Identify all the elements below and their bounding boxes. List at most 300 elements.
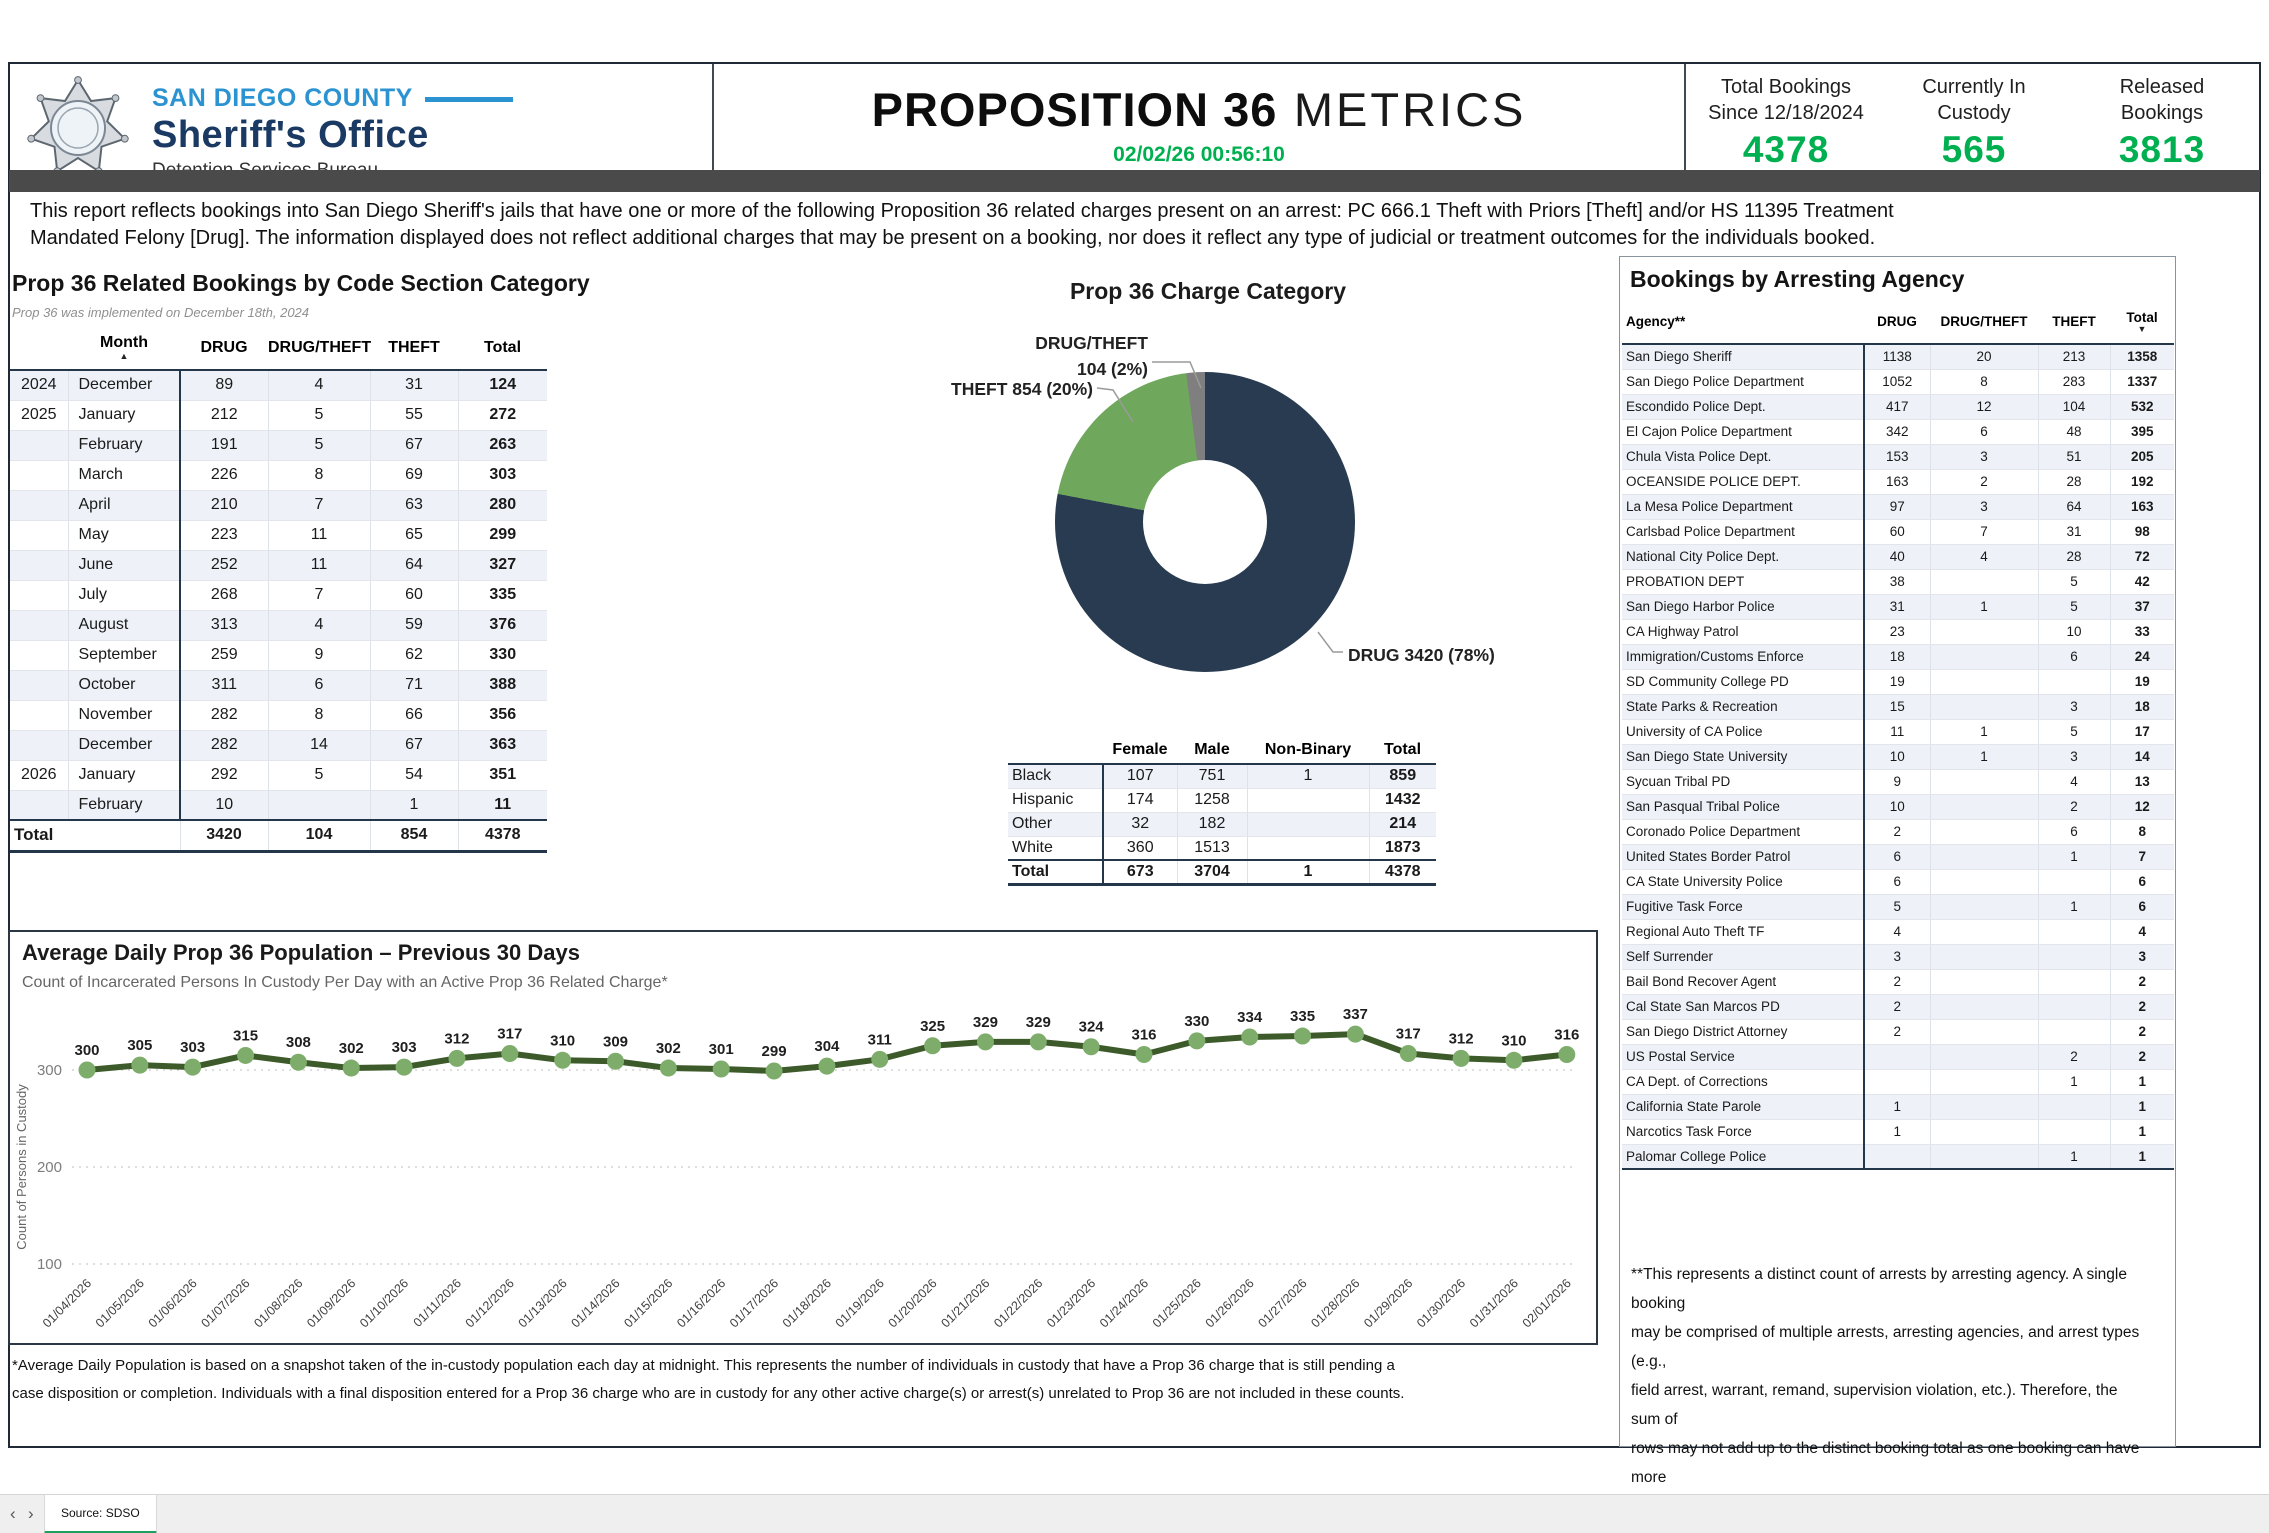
column-header-theft[interactable]: THEFT: [370, 326, 458, 370]
table-cell: San Pasqual Tribal Police: [1622, 794, 1864, 819]
table-cell: 64: [2038, 494, 2110, 519]
table-cell: 376: [458, 610, 547, 640]
kpi-released: Released Bookings 3813: [2068, 74, 2256, 171]
table-row[interactable]: [1622, 1144, 2174, 1169]
table-cell: 360: [1103, 836, 1177, 860]
table-row[interactable]: [1622, 369, 2174, 394]
table-cell: 395: [2110, 419, 2174, 444]
table-row[interactable]: [1622, 594, 2174, 619]
table-cell: California State Parole: [1622, 1094, 1864, 1119]
table-cell: 5: [268, 430, 370, 460]
table-cell: 6: [1864, 869, 1930, 894]
table-cell: 72: [2110, 544, 2174, 569]
table-cell: Cal State San Marcos PD: [1622, 994, 1864, 1019]
demographics-table-header: [1008, 736, 1436, 764]
table-row[interactable]: [1622, 969, 2174, 994]
data-point[interactable]: [1347, 1026, 1364, 1043]
svg-text:01/24/2026: 01/24/2026: [1096, 1276, 1152, 1331]
table-cell: March: [68, 460, 180, 490]
demographics-table-body: [1008, 764, 1436, 884]
data-point[interactable]: [1294, 1028, 1311, 1045]
table-row[interactable]: [10, 700, 547, 730]
table-cell: December: [68, 730, 180, 760]
svg-text:01/22/2026: 01/22/2026: [991, 1276, 1046, 1331]
table-row[interactable]: [1622, 569, 2174, 594]
table-row[interactable]: [10, 520, 547, 550]
table-row[interactable]: [10, 370, 547, 400]
table-cell: 66: [370, 700, 458, 730]
table-cell: [2038, 1094, 2110, 1119]
table-row[interactable]: [10, 580, 547, 610]
table-row[interactable]: [1622, 619, 2174, 644]
table-row[interactable]: [1622, 794, 2174, 819]
data-point[interactable]: [660, 1060, 677, 1077]
table-row[interactable]: [10, 820, 547, 851]
svg-text:01/09/2026: 01/09/2026: [304, 1276, 359, 1331]
sheriff-badge-logo: [26, 76, 130, 181]
column-header-race[interactable]: [1008, 736, 1103, 764]
table-cell: 191: [180, 430, 268, 460]
svg-text:312: 312: [444, 1030, 470, 1048]
table-cell: 59: [370, 610, 458, 640]
table-cell: 98: [2110, 519, 2174, 544]
header-separator-bar: [9, 170, 2260, 192]
table-cell: Other: [1008, 812, 1103, 836]
donut-label-drug-theft: DRUG/THEFT 104 (2%): [1035, 333, 1148, 379]
brand-county: SAN DIEGO COUNTY: [152, 84, 513, 113]
table-cell: Escondido Police Dept.: [1622, 394, 1864, 419]
table-cell: 330: [458, 640, 547, 670]
table-row[interactable]: [1622, 894, 2174, 919]
bookings-table: [10, 326, 547, 853]
svg-text:325: 325: [920, 1017, 946, 1035]
table-cell: Regional Auto Theft TF: [1622, 919, 1864, 944]
table-row[interactable]: [1008, 860, 1436, 884]
table-cell: 163: [2110, 494, 2174, 519]
table-row[interactable]: [1622, 844, 2174, 869]
table-cell: 1873: [1369, 836, 1436, 860]
table-cell: [2038, 969, 2110, 994]
table-cell: [2038, 994, 2110, 1019]
data-point[interactable]: [79, 1062, 96, 1079]
svg-text:302: 302: [655, 1040, 681, 1058]
table-cell: 12: [2110, 794, 2174, 819]
table-cell: 212: [180, 400, 268, 430]
sheet-next-icon[interactable]: ›: [28, 1504, 34, 1523]
table-cell: Palomar College Police: [1622, 1144, 1864, 1169]
header-divider: [712, 64, 714, 170]
table-cell: [1930, 619, 2038, 644]
brand-dash: [425, 97, 513, 102]
table-row[interactable]: [10, 640, 547, 670]
svg-text:330: 330: [1184, 1012, 1210, 1030]
svg-text:334: 334: [1237, 1009, 1263, 1027]
table-cell: 214: [1369, 812, 1436, 836]
table-cell: 6: [1930, 419, 2038, 444]
table-cell: 60: [370, 580, 458, 610]
table-cell: PROBATION DEPT: [1622, 569, 1864, 594]
table-cell: 2: [2038, 794, 2110, 819]
svg-text:01/07/2026: 01/07/2026: [198, 1276, 253, 1331]
table-row[interactable]: [10, 610, 547, 640]
table-cell: [10, 580, 68, 610]
table-cell: 272: [458, 400, 547, 430]
table-cell: 42: [2110, 569, 2174, 594]
table-cell: [10, 700, 68, 730]
table-cell: [1930, 694, 2038, 719]
table-cell: 303: [458, 460, 547, 490]
table-cell: Chula Vista Police Dept.: [1622, 444, 1864, 469]
data-point[interactable]: [1188, 1032, 1205, 1049]
table-cell: 213: [2038, 344, 2110, 369]
table-cell: 38: [1864, 569, 1930, 594]
table-cell: 97: [1864, 494, 1930, 519]
table-cell: 8: [268, 460, 370, 490]
svg-text:01/25/2026: 01/25/2026: [1149, 1276, 1204, 1331]
column-header-agency[interactable]: Agency**: [1622, 300, 1864, 344]
table-row[interactable]: [10, 490, 547, 520]
data-point[interactable]: [1400, 1045, 1417, 1062]
table-row[interactable]: [1622, 544, 2174, 569]
table-cell: El Cajon Police Department: [1622, 419, 1864, 444]
title-bold: PROPOSITION 36: [871, 83, 1278, 136]
table-cell: 51: [2038, 444, 2110, 469]
table-row[interactable]: [1622, 494, 2174, 519]
table-row[interactable]: [10, 670, 547, 700]
table-cell: 1: [2038, 844, 2110, 869]
title-light: METRICS: [1293, 83, 1527, 136]
table-cell: 1: [2110, 1119, 2174, 1144]
table-row[interactable]: [1622, 519, 2174, 544]
table-cell: [2038, 944, 2110, 969]
svg-text:02/01/2026: 02/01/2026: [1519, 1276, 1574, 1331]
table-row[interactable]: [1622, 744, 2174, 769]
table-cell: 1: [1247, 860, 1369, 884]
table-cell: 4: [268, 370, 370, 400]
table-cell: [1864, 1144, 1930, 1169]
table-cell: 1: [2038, 894, 2110, 919]
table-cell: 299: [458, 520, 547, 550]
table-cell: [1247, 836, 1369, 860]
table-row[interactable]: [10, 550, 547, 580]
table-cell: 356: [458, 700, 547, 730]
data-point[interactable]: [184, 1059, 201, 1076]
svg-text:310: 310: [1501, 1032, 1527, 1050]
brand-office: Sheriff's Office: [152, 114, 429, 156]
table-cell: 2: [2110, 1044, 2174, 1069]
report-datetime: 02/02/26 00:56:10: [1113, 143, 1285, 166]
table-row[interactable]: [1622, 769, 2174, 794]
svg-text:01/04/2026: 01/04/2026: [39, 1276, 95, 1331]
table-cell: Coronado Police Department: [1622, 819, 1864, 844]
table-cell: 2024: [10, 370, 68, 400]
table-cell: 12: [1930, 394, 2038, 419]
table-cell: [1930, 819, 2038, 844]
table-row[interactable]: [1622, 919, 2174, 944]
table-cell: 2: [2110, 969, 2174, 994]
table-cell: [1247, 812, 1369, 836]
table-cell: 11: [268, 550, 370, 580]
table-cell: [1930, 669, 2038, 694]
svg-text:01/23/2026: 01/23/2026: [1044, 1276, 1099, 1331]
table-row[interactable]: [1622, 994, 2174, 1019]
table-cell: February: [68, 790, 180, 820]
table-cell: CA State University Police: [1622, 869, 1864, 894]
data-point[interactable]: [713, 1061, 730, 1078]
table-cell: [10, 490, 68, 520]
svg-text:01/14/2026: 01/14/2026: [568, 1276, 623, 1331]
svg-text:301: 301: [708, 1041, 734, 1059]
table-cell: [10, 610, 68, 640]
table-cell: 1: [1930, 594, 2038, 619]
table-row[interactable]: [1622, 1119, 2174, 1144]
kpi-row: [1692, 74, 2256, 171]
data-point[interactable]: [1241, 1029, 1258, 1046]
table-row[interactable]: [1622, 869, 2174, 894]
table-cell: 4378: [458, 820, 547, 851]
svg-text:317: 317: [1395, 1025, 1421, 1043]
data-point[interactable]: [396, 1059, 413, 1076]
svg-text:100: 100: [36, 1256, 62, 1273]
data-point[interactable]: [1505, 1052, 1522, 1069]
brand-block: [152, 84, 513, 182]
table-cell: State Parks & Recreation: [1622, 694, 1864, 719]
table-cell: 4: [1864, 919, 1930, 944]
column-header-drug-theft[interactable]: DRUG/THEFT: [1930, 300, 2038, 344]
svg-text:01/08/2026: 01/08/2026: [251, 1276, 306, 1331]
table-cell: 2: [1864, 969, 1930, 994]
column-header-male[interactable]: Male: [1177, 736, 1247, 764]
table-cell: 8: [268, 700, 370, 730]
table-cell: 1337: [2110, 369, 2174, 394]
data-point[interactable]: [290, 1054, 307, 1071]
bookings-section-title: Prop 36 Related Bookings by Code Section Category: [12, 270, 590, 296]
table-row[interactable]: [10, 760, 547, 790]
table-cell: University of CA Police: [1622, 719, 1864, 744]
svg-text:311: 311: [867, 1031, 892, 1049]
table-cell: 1052: [1864, 369, 1930, 394]
column-header-total[interactable]: Total ▼: [2110, 300, 2174, 344]
table-row[interactable]: [1622, 1044, 2174, 1069]
table-cell: [1930, 844, 2038, 869]
table-cell: 182: [1177, 812, 1247, 836]
table-cell: 37: [2110, 594, 2174, 619]
table-cell: 63: [370, 490, 458, 520]
column-header-total[interactable]: Total: [1369, 736, 1436, 764]
table-cell: January: [68, 760, 180, 790]
table-row[interactable]: [1622, 419, 2174, 444]
data-point[interactable]: [237, 1047, 254, 1064]
table-cell: [2038, 1019, 2110, 1044]
table-row[interactable]: [1622, 719, 2174, 744]
table-cell: 1: [1930, 719, 2038, 744]
table-cell: 2: [2038, 1044, 2110, 1069]
table-row[interactable]: [1622, 669, 2174, 694]
table-row[interactable]: [10, 430, 547, 460]
column-header-non-binary[interactable]: Non-Binary: [1247, 736, 1369, 764]
table-row[interactable]: [10, 790, 547, 820]
table-cell: 335: [458, 580, 547, 610]
table-row[interactable]: [10, 730, 547, 760]
table-cell: 11: [458, 790, 547, 820]
agency-table-header: [1622, 300, 2174, 344]
data-point[interactable]: [1453, 1050, 1470, 1067]
table-cell: 4: [1930, 544, 2038, 569]
data-point[interactable]: [1558, 1046, 1575, 1063]
data-point[interactable]: [501, 1045, 518, 1062]
table-cell: Immigration/Customs Enforce: [1622, 644, 1864, 669]
table-row[interactable]: [1622, 644, 2174, 669]
table-cell: 65: [370, 520, 458, 550]
data-point[interactable]: [766, 1062, 783, 1079]
table-cell: 263: [458, 430, 547, 460]
table-cell: 363: [458, 730, 547, 760]
column-header-drug-theft[interactable]: DRUG/THEFT: [268, 326, 370, 370]
table-cell: 673: [1103, 860, 1177, 884]
table-cell: 3: [2110, 944, 2174, 969]
data-point[interactable]: [1030, 1033, 1047, 1050]
table-row[interactable]: [1622, 444, 2174, 469]
table-row[interactable]: [1008, 764, 1436, 788]
data-point[interactable]: [554, 1052, 571, 1069]
table-cell: 4: [2110, 919, 2174, 944]
svg-text:01/13/2026: 01/13/2026: [515, 1276, 570, 1331]
table-cell: [2038, 1119, 2110, 1144]
line-chart-svg[interactable]: [10, 932, 1596, 1343]
column-header-total[interactable]: Total: [458, 326, 547, 370]
table-cell: 2025: [10, 400, 68, 430]
svg-text:300: 300: [74, 1042, 100, 1059]
agency-footnote: **This represents a distinct count of arrests by arresting agency. A single booking may be comprised of multiple arrests, arresting agencies, and arrest types (e.g., field arrest, warrant, remand, supervision violation, etc.). Therefore, the sum of rows may not add up to the distinct booking total as one booking can have more: [1631, 1266, 2140, 1486]
sheet-tab-bar: [0, 1494, 2269, 1533]
table-cell: 13: [2110, 769, 2174, 794]
table-cell: Carlsbad Police Department: [1622, 519, 1864, 544]
table-cell: 5: [268, 400, 370, 430]
svg-text:308: 308: [285, 1034, 311, 1052]
data-point[interactable]: [871, 1051, 888, 1068]
svg-text:01/17/2026: 01/17/2026: [727, 1276, 782, 1331]
table-cell: 417: [1864, 394, 1930, 419]
table-cell: 28: [2038, 469, 2110, 494]
data-point[interactable]: [607, 1053, 624, 1070]
table-cell: 67: [370, 430, 458, 460]
svg-text:316: 316: [1131, 1026, 1157, 1044]
table-cell: 7: [268, 580, 370, 610]
table-cell: April: [68, 490, 180, 520]
table-cell: 859: [1369, 764, 1436, 788]
table-cell: 4: [2038, 769, 2110, 794]
table-cell: 7: [2110, 844, 2174, 869]
column-header-drug[interactable]: DRUG: [180, 326, 268, 370]
data-point[interactable]: [343, 1060, 360, 1077]
table-cell: 18: [2110, 694, 2174, 719]
table-cell: [1930, 769, 2038, 794]
column-header-female[interactable]: Female: [1103, 736, 1177, 764]
sheet-prev-icon[interactable]: ‹: [10, 1504, 16, 1523]
agency-section-title: Bookings by Arresting Agency: [1630, 266, 1965, 292]
sort-descending-icon: ▼: [2137, 323, 2147, 334]
table-row[interactable]: [1008, 836, 1436, 860]
svg-text:309: 309: [602, 1033, 629, 1051]
table-cell: 124: [458, 370, 547, 400]
table-row[interactable]: [1622, 819, 2174, 844]
table-row[interactable]: [1622, 1069, 2174, 1094]
table-row[interactable]: [1622, 944, 2174, 969]
table-cell: June: [68, 550, 180, 580]
data-point[interactable]: [448, 1050, 465, 1067]
table-row[interactable]: [10, 460, 547, 490]
table-cell: February: [68, 430, 180, 460]
column-header-theft[interactable]: THEFT: [2038, 300, 2110, 344]
table-cell: 3: [1864, 944, 1930, 969]
data-point[interactable]: [977, 1033, 994, 1050]
table-cell: 18: [1864, 644, 1930, 669]
table-cell: 107: [1103, 764, 1177, 788]
table-cell: San Diego Sheriff: [1622, 344, 1864, 369]
table-row[interactable]: [1622, 694, 2174, 719]
table-cell: [10, 460, 68, 490]
column-header-year[interactable]: [10, 326, 68, 370]
table-row[interactable]: [1008, 788, 1436, 812]
data-point[interactable]: [818, 1058, 835, 1075]
table-cell: 282: [180, 730, 268, 760]
table-row[interactable]: [1622, 469, 2174, 494]
table-cell: 6: [2038, 644, 2110, 669]
table-cell: 1: [2110, 1094, 2174, 1119]
data-point[interactable]: [131, 1057, 148, 1074]
table-cell: 223: [180, 520, 268, 550]
data-point[interactable]: [1083, 1038, 1100, 1055]
table-cell: 9: [1864, 769, 1930, 794]
agency-table: [1622, 300, 2174, 1170]
table-cell: San Diego Harbor Police: [1622, 594, 1864, 619]
svg-text:01/26/2026: 01/26/2026: [1202, 1276, 1257, 1331]
table-row[interactable]: [1622, 1019, 2174, 1044]
sheet-tab-source-sdso[interactable]: Source: SDSO: [44, 1495, 157, 1533]
table-cell: [1930, 969, 2038, 994]
column-header-month[interactable]: Month ▲: [68, 326, 180, 370]
table-cell: 7: [1930, 519, 2038, 544]
svg-text:01/16/2026: 01/16/2026: [674, 1276, 729, 1331]
table-row[interactable]: [10, 400, 547, 430]
table-cell: January: [68, 400, 180, 430]
column-header-drug[interactable]: DRUG: [1864, 300, 1930, 344]
table-cell: 1: [2110, 1144, 2174, 1169]
table-cell: 23: [1864, 619, 1930, 644]
svg-text:01/06/2026: 01/06/2026: [145, 1276, 200, 1331]
data-point[interactable]: [924, 1037, 941, 1054]
donut-label-theft: THEFT 854 (20%): [951, 379, 1093, 399]
population-footnote: *Average Daily Population is based on a snapshot taken of the in-custody population each day at midnight. This represents the number of individuals in custody that have a Prop 36 charge that is still pending a case disposition or completion. Individuals with a final disposition entered for a Prop 36 charge who are in custody for any other active charge(s) or arrest(s) unrelated to Prop 36 are not included in these counts.: [12, 1357, 1405, 1402]
table-cell: 5: [2038, 719, 2110, 744]
table-row[interactable]: [1622, 394, 2174, 419]
data-point[interactable]: [1136, 1046, 1153, 1063]
table-cell: 282: [180, 700, 268, 730]
table-row[interactable]: [1622, 1094, 2174, 1119]
table-row[interactable]: [1008, 812, 1436, 836]
table-cell: Fugitive Task Force: [1622, 894, 1864, 919]
population-chart-panel: [8, 930, 1598, 1345]
table-cell: [1930, 569, 2038, 594]
table-cell: 64: [370, 550, 458, 580]
table-cell: 14: [2110, 744, 2174, 769]
table-cell: 6: [2038, 819, 2110, 844]
table-cell: 1: [1864, 1094, 1930, 1119]
table-cell: 1: [2038, 1069, 2110, 1094]
table-row[interactable]: [1622, 344, 2174, 369]
table-cell: 5: [2038, 594, 2110, 619]
svg-text:Count of Persons in Custody: Count of Persons in Custody: [14, 1084, 29, 1250]
